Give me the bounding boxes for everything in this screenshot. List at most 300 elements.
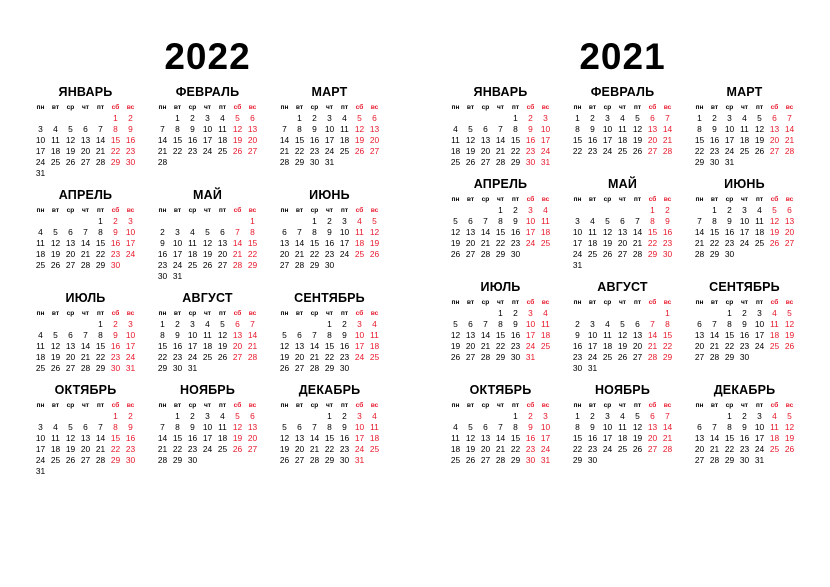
day-cell: 24	[587, 352, 598, 362]
weekday-header: вс	[370, 310, 379, 317]
day-cell-empty	[78, 411, 93, 422]
day-cell: 27	[65, 363, 76, 373]
weekday-header: вт	[466, 299, 475, 306]
day-cell: 21	[95, 444, 106, 454]
weekday-header: вс	[248, 402, 257, 409]
weekday-header: вт	[466, 402, 475, 409]
day-cell: 10	[754, 319, 765, 329]
weekday-header-row	[570, 195, 675, 205]
day-cell: 1	[498, 308, 503, 318]
day-cell: 10	[339, 227, 350, 237]
month-name: МАЙ	[607, 177, 638, 191]
day-cell: 2	[342, 319, 347, 329]
day-cell: 30	[110, 260, 121, 270]
day-cell: 26	[617, 352, 628, 362]
week-row	[692, 422, 797, 433]
weekday-header: пт	[218, 310, 227, 317]
day-cell: 12	[279, 341, 290, 351]
weekday-header: пн	[695, 402, 704, 409]
weekday-header: пт	[511, 104, 520, 111]
day-cell: 2	[327, 216, 332, 226]
day-cell: 21	[157, 146, 168, 156]
day-cell-empty	[170, 157, 185, 168]
day-cell: 14	[80, 238, 91, 248]
day-cell: 19	[632, 135, 643, 145]
week-row	[570, 363, 675, 374]
day-cell: 30	[510, 249, 521, 259]
day-cell: 13	[647, 124, 658, 134]
day-cell-empty	[352, 260, 367, 271]
day-cell: 18	[739, 135, 750, 145]
month-block	[147, 85, 269, 179]
day-cell: 17	[172, 249, 183, 259]
weekday-header: ср	[725, 196, 734, 203]
day-cell: 16	[125, 433, 136, 443]
day-cell: 19	[50, 249, 61, 259]
weekday-header: чт	[325, 402, 334, 409]
day-cell: 30	[172, 363, 183, 373]
weekday-header: вс	[126, 310, 135, 317]
day-cell: 25	[50, 455, 61, 465]
day-cell: 1	[513, 113, 518, 123]
day-cell: 29	[309, 260, 320, 270]
day-cell: 17	[754, 330, 765, 340]
day-cell: 6	[468, 216, 473, 226]
day-cell: 21	[80, 352, 91, 362]
day-cell: 11	[603, 330, 612, 340]
day-cell: 26	[50, 363, 61, 373]
week-row	[277, 135, 382, 146]
day-cell: 27	[480, 157, 491, 167]
day-cell: 24	[125, 352, 136, 362]
day-cell: 14	[80, 341, 91, 351]
day-cell: 15	[247, 238, 258, 248]
day-cell: 20	[232, 341, 243, 351]
day-cell: 8	[513, 124, 518, 134]
weekday-header: ср	[725, 402, 734, 409]
day-cell: 29	[709, 249, 720, 259]
week-row	[155, 411, 260, 422]
day-cell: 12	[632, 124, 643, 134]
day-cell: 26	[450, 352, 461, 362]
weekday-header: сб	[526, 299, 535, 306]
weekday-header: сб	[233, 310, 242, 317]
month-name: ЯНВАРЬ	[58, 85, 113, 99]
day-cell-empty	[600, 455, 615, 466]
weekday-header: пт	[218, 402, 227, 409]
day-cell-empty	[33, 411, 48, 422]
day-cell: 31	[187, 363, 198, 373]
day-cell-empty	[600, 260, 615, 271]
week-row	[448, 249, 553, 260]
month-grid	[155, 103, 260, 168]
weekday-header: пт	[218, 207, 227, 214]
day-cell-empty	[448, 205, 463, 216]
weekday-header: вт	[295, 402, 304, 409]
day-cell: 1	[727, 308, 732, 318]
day-cell: 30	[662, 249, 673, 259]
day-cell-empty	[185, 271, 200, 282]
day-cell-empty	[570, 308, 585, 319]
day-cell: 29	[110, 157, 121, 167]
weekday-header: вс	[663, 196, 672, 203]
week-row	[448, 422, 553, 433]
day-cell: 7	[712, 319, 717, 329]
day-cell: 28	[647, 352, 658, 362]
day-cell: 20	[647, 433, 658, 443]
day-cell: 8	[113, 422, 118, 432]
weekday-header: вт	[295, 310, 304, 317]
day-cell: 21	[279, 146, 290, 156]
weekday-header-row	[692, 401, 797, 411]
day-cell: 15	[324, 433, 335, 443]
day-cell: 23	[709, 146, 720, 156]
day-cell-empty	[108, 466, 123, 477]
day-cell: 16	[110, 341, 121, 351]
day-cell: 17	[202, 433, 213, 443]
month-name: АПРЕЛЬ	[473, 177, 528, 191]
day-cell: 3	[543, 411, 548, 421]
day-cell: 4	[220, 411, 225, 421]
day-cell: 8	[513, 422, 518, 432]
day-cell: 22	[95, 352, 106, 362]
month-grid	[692, 298, 797, 363]
day-cell-empty	[585, 308, 600, 319]
weekday-header: ср	[603, 104, 612, 111]
month-block	[25, 383, 147, 477]
day-cell: 13	[784, 216, 795, 226]
day-cell: 18	[50, 146, 61, 156]
day-cell-empty	[215, 271, 230, 282]
day-cell: 15	[572, 135, 583, 145]
weekday-header: сб	[648, 402, 657, 409]
day-cell-empty	[170, 216, 185, 227]
day-cell: 27	[279, 260, 290, 270]
day-cell: 16	[339, 341, 350, 351]
week-row	[448, 352, 553, 363]
day-cell: 8	[297, 124, 302, 134]
day-cell: 5	[235, 411, 240, 421]
day-cell: 20	[65, 352, 76, 362]
weekday-header: вс	[126, 402, 135, 409]
day-cell: 17	[525, 227, 536, 237]
month-name: НОЯБРЬ	[179, 383, 236, 397]
day-cell: 25	[35, 363, 46, 373]
day-cell: 24	[202, 146, 213, 156]
day-cell: 7	[483, 319, 488, 329]
day-cell: 1	[98, 216, 103, 226]
weekday-header: пт	[96, 310, 105, 317]
day-cell: 19	[279, 352, 290, 362]
day-cell: 25	[339, 146, 350, 156]
weekday-header: вт	[710, 299, 719, 306]
day-cell: 9	[528, 124, 533, 134]
day-cell: 1	[665, 308, 670, 318]
day-cell: 11	[203, 330, 212, 340]
day-cell: 14	[495, 433, 506, 443]
week-row	[277, 249, 382, 260]
week-row	[33, 319, 138, 330]
week-row	[448, 205, 553, 216]
day-cell: 30	[309, 157, 320, 167]
day-cell: 15	[157, 341, 168, 351]
day-cell-empty	[78, 113, 93, 124]
day-cell: 17	[739, 227, 750, 237]
day-cell: 22	[662, 341, 673, 351]
weekday-header: вт	[173, 207, 182, 214]
weekday-header: вт	[51, 104, 60, 111]
week-row	[570, 433, 675, 444]
month-name: СЕНТЯБРЬ	[709, 280, 780, 294]
weekday-header: пт	[96, 104, 105, 111]
day-cell: 9	[175, 330, 180, 340]
day-cell: 18	[602, 341, 613, 351]
day-cell: 28	[480, 352, 491, 362]
week-row	[692, 205, 797, 216]
weekday-header: пт	[633, 196, 642, 203]
weekday-header: пн	[280, 104, 289, 111]
day-cell-empty	[692, 205, 707, 216]
day-cell: 29	[110, 455, 121, 465]
day-cell: 24	[354, 444, 365, 454]
weekday-header: вс	[370, 104, 379, 111]
weekday-header: чт	[203, 207, 212, 214]
weekday-header-row	[155, 206, 260, 216]
day-cell: 18	[587, 238, 598, 248]
month-name: МАРТ	[311, 85, 348, 99]
week-row	[155, 249, 260, 260]
day-cell: 23	[525, 146, 536, 156]
day-cell: 9	[128, 124, 133, 134]
day-cell: 4	[190, 227, 195, 237]
weekday-header: пн	[36, 310, 45, 317]
day-cell: 10	[739, 216, 750, 226]
day-cell: 22	[294, 146, 305, 156]
day-cell-empty	[630, 455, 645, 466]
day-cell: 27	[694, 455, 705, 465]
day-cell: 6	[697, 422, 702, 432]
weekday-header: пн	[158, 207, 167, 214]
week-row	[155, 135, 260, 146]
day-cell: 6	[68, 227, 73, 237]
day-cell: 8	[312, 227, 317, 237]
day-cell: 7	[235, 227, 240, 237]
weekday-header: чт	[740, 104, 749, 111]
day-cell: 27	[647, 146, 658, 156]
day-cell-empty	[660, 260, 675, 271]
weekday-header: чт	[203, 104, 212, 111]
day-cell: 11	[370, 330, 379, 340]
day-cell-empty	[185, 157, 200, 168]
day-cell: 11	[188, 238, 197, 248]
day-cell: 25	[217, 444, 228, 454]
day-cell: 31	[724, 157, 735, 167]
month-block	[562, 383, 684, 466]
day-cell: 30	[157, 271, 168, 281]
day-cell-empty	[185, 216, 200, 227]
day-cell-empty	[48, 113, 63, 124]
day-cell: 12	[50, 341, 61, 351]
week-row	[570, 238, 675, 249]
day-cell-empty	[600, 205, 615, 216]
day-cell-empty	[230, 216, 245, 227]
week-row	[448, 216, 553, 227]
day-cell: 12	[784, 422, 795, 432]
day-cell-empty	[277, 216, 292, 227]
day-cell-empty	[245, 363, 260, 374]
weekday-header: пн	[36, 207, 45, 214]
weekday-header-row	[448, 401, 553, 411]
day-cell: 23	[339, 352, 350, 362]
day-cell: 25	[769, 341, 780, 351]
weekday-header: пн	[695, 299, 704, 306]
day-cell-empty	[463, 205, 478, 216]
day-cell: 9	[712, 124, 717, 134]
day-cell: 2	[160, 227, 165, 237]
day-cell: 2	[590, 113, 595, 123]
day-cell: 19	[202, 249, 213, 259]
day-cell: 18	[769, 330, 780, 340]
day-cell: 1	[712, 205, 717, 215]
day-cell: 31	[587, 363, 598, 373]
day-cell: 28	[662, 444, 673, 454]
day-cell-empty	[215, 363, 230, 374]
weekday-header: пн	[573, 104, 582, 111]
day-cell: 21	[495, 444, 506, 454]
day-cell: 11	[770, 422, 779, 432]
day-cell: 28	[480, 249, 491, 259]
week-row	[692, 238, 797, 249]
day-cell: 19	[465, 146, 476, 156]
weekday-header: вт	[710, 196, 719, 203]
day-cell: 11	[451, 433, 460, 443]
day-cell: 24	[354, 352, 365, 362]
week-row	[155, 216, 260, 227]
weekday-header: пт	[340, 207, 349, 214]
month-grid	[570, 401, 675, 466]
weekday-header-row	[448, 195, 553, 205]
day-cell: 11	[51, 433, 60, 443]
day-cell-empty	[478, 113, 493, 124]
day-cell-empty	[93, 411, 108, 422]
day-cell-empty	[752, 352, 767, 363]
day-cell: 16	[110, 238, 121, 248]
day-cell-empty	[33, 319, 48, 330]
day-cell: 17	[339, 238, 350, 248]
week-row	[448, 227, 553, 238]
day-cell: 11	[770, 319, 779, 329]
weekday-header: ср	[188, 104, 197, 111]
day-cell: 30	[525, 455, 536, 465]
day-cell: 18	[35, 249, 46, 259]
weekday-header: ср	[603, 299, 612, 306]
weekday-header: вс	[785, 196, 794, 203]
day-cell-empty	[645, 363, 660, 374]
day-cell: 13	[632, 330, 643, 340]
day-cell: 31	[540, 157, 551, 167]
day-cell: 8	[175, 124, 180, 134]
day-cell: 28	[232, 260, 243, 270]
day-cell: 8	[98, 227, 103, 237]
day-cell: 1	[327, 411, 332, 421]
day-cell: 13	[617, 227, 628, 237]
day-cell: 24	[754, 444, 765, 454]
day-cell: 11	[541, 216, 550, 226]
weekday-header: пт	[511, 299, 520, 306]
day-cell: 24	[602, 444, 613, 454]
day-cell-empty	[782, 249, 797, 260]
day-cell: 22	[172, 146, 183, 156]
day-cell: 6	[772, 113, 777, 123]
day-cell: 26	[50, 260, 61, 270]
month-name: ДЕКАБРЬ	[713, 383, 776, 397]
weekday-header: вс	[248, 104, 257, 111]
day-cell: 20	[632, 341, 643, 351]
day-cell: 23	[125, 444, 136, 454]
week-row	[448, 341, 553, 352]
day-cell-empty	[448, 308, 463, 319]
day-cell: 27	[617, 249, 628, 259]
day-cell: 14	[694, 227, 705, 237]
day-cell: 28	[157, 157, 168, 167]
day-cell: 12	[354, 124, 365, 134]
week-row	[155, 238, 260, 249]
day-cell: 22	[495, 341, 506, 351]
weekday-header: вт	[295, 207, 304, 214]
day-cell-empty	[660, 363, 675, 374]
week-row	[277, 352, 382, 363]
weekday-header: вт	[588, 196, 597, 203]
week-row	[570, 216, 675, 227]
month-block	[25, 85, 147, 179]
day-cell: 2	[575, 319, 580, 329]
month-grid	[448, 195, 553, 260]
day-cell: 3	[128, 319, 133, 329]
weekday-header-row	[570, 103, 675, 113]
day-cell: 30	[187, 455, 198, 465]
month-grid	[448, 103, 553, 168]
month-row	[415, 280, 830, 374]
day-cell: 24	[602, 146, 613, 156]
day-cell: 23	[187, 444, 198, 454]
weekday-header: пт	[511, 196, 520, 203]
day-cell: 20	[217, 249, 228, 259]
day-cell: 1	[113, 113, 118, 123]
day-cell: 10	[202, 422, 213, 432]
day-cell: 19	[465, 444, 476, 454]
day-cell: 8	[727, 422, 732, 432]
weekday-header: сб	[526, 196, 535, 203]
day-cell: 8	[727, 319, 732, 329]
day-cell: 15	[510, 433, 521, 443]
day-cell: 12	[202, 238, 213, 248]
day-cell: 27	[294, 455, 305, 465]
day-cell: 10	[354, 330, 365, 340]
day-cell: 2	[128, 113, 133, 123]
week-row	[448, 411, 553, 422]
day-cell: 11	[218, 124, 227, 134]
day-cell: 28	[279, 157, 290, 167]
day-cell: 15	[95, 341, 106, 351]
day-cell: 3	[38, 422, 43, 432]
day-cell: 23	[309, 146, 320, 156]
day-cell: 20	[80, 146, 91, 156]
day-cell: 23	[510, 238, 521, 248]
day-cell: 12	[754, 124, 765, 134]
day-cell-empty	[367, 157, 382, 168]
day-cell: 14	[632, 227, 643, 237]
day-cell: 25	[739, 146, 750, 156]
